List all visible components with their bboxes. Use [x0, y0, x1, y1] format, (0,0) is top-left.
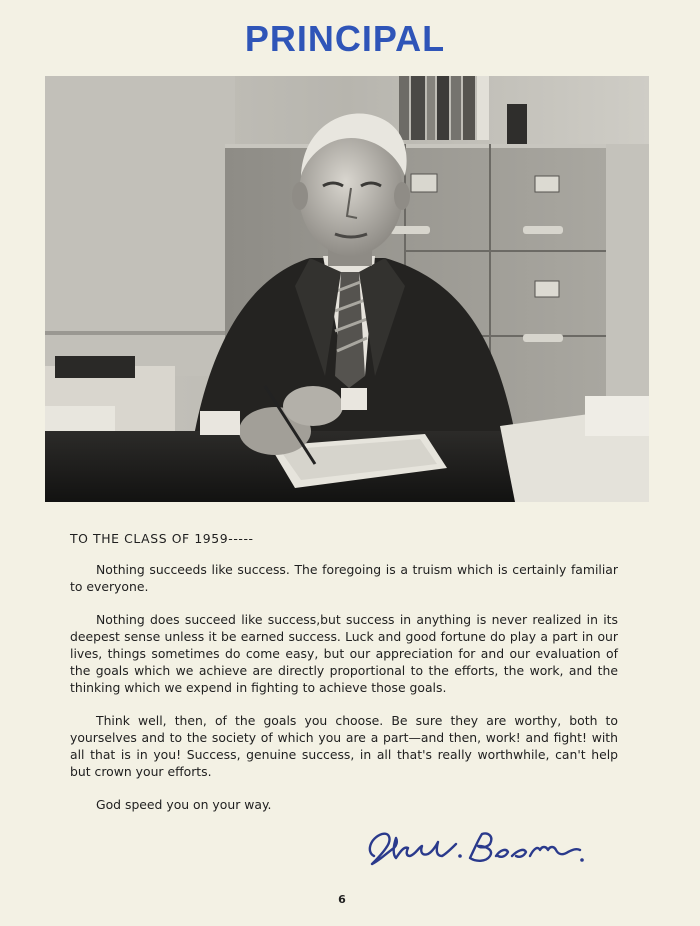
principal-letter	[70, 530, 618, 813]
letter-closing: God speed you on your way.	[96, 797, 272, 812]
principal-photo-illustration	[45, 76, 649, 502]
letter-paragraph: Nothing does succeed like success,but success in anything is never realized in its deepest sense unless it be earned success. Luck and good fortune do play a part in our lives, things sometimes do come easy, but our appreciation for and our evaluation of the goals which we achieve are directly proportional to the efforts, the work, and the thinking which we expend in fighting to achieve those goals.	[70, 612, 618, 695]
letter-paragraph: Think well, then, of the goals you choose. Be sure they are worthy, both to yourselves and to the society of which you are a part—and then, work! and fight! with all that is in you! Success, genuine success, in all that's really worthwhile, can't help but crown your efforts.	[70, 713, 618, 779]
letter-paragraph: Nothing succeeds like success. The foregoing is a truism which is certainly familiar to everyone.	[70, 562, 618, 594]
page-title: PRINCIPAL	[244, 18, 446, 59]
signature-mark	[362, 822, 588, 872]
page-number: 6	[338, 893, 346, 906]
principal-signature	[362, 822, 588, 872]
letter-salutation: TO THE CLASS OF 1959-----	[70, 531, 254, 546]
principal-photo	[45, 76, 649, 502]
